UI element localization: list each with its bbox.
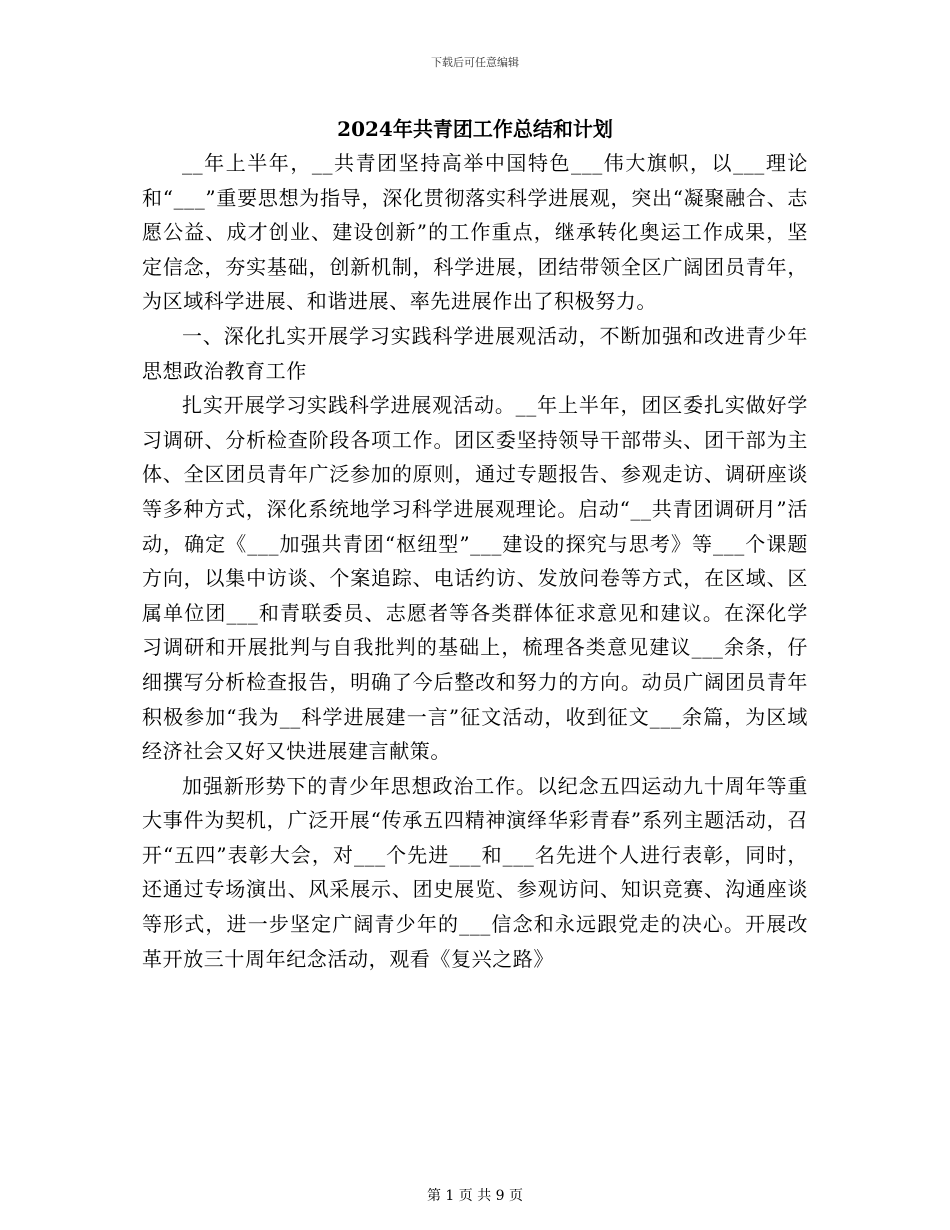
document-title: 2024年共青团工作总结和计划 (337, 117, 613, 141)
paragraph-ideological-work: 加强新形势下的青少年思想政治工作。以纪念五四运动九十周年等重大事件为契机，广泛开展“传承五四精神演绎华彩青春”系列主题活动，召开“五四”表彰大会，对___个先进___和___名先进个人进行表彰，同时，还通过专场演出、风采展示、团史展览、参观访问、知识竞赛、沟通座谈等形式，进一步坚定广阔青少年的___信念和永远跟党走的决心。开展改革开放三十周年纪念活动，观看《复兴之路》 (142, 773, 808, 971)
page-number: 第 1 页 共 9 页 (426, 1188, 524, 1204)
paragraph-study-practice: 扎实开展学习实践科学进展观活动。__年上半年，团区委扎实做好学习调研、分析检查阶段各项工作。团区委坚持领导干部带头、团干部为主体、全区团员青年广泛参加的原则，通过专题报告、参观走访、调研座谈等多种方式，深化系统地学习科学进展观理论。启动“__共青团调研月”活动，确定《___加强共青团“枢纽型”___建设的探究与思考》等___个课题方向，以集中访谈、个案追踪、电话约访、发放问卷等方式，在区域、区属单位团___和青联委员、志愿者等各类群体征求意见和建议。在深化学习调研和开展批判与自我批判的基础上，梳理各类意见建议___余条，仔细撰写分析检查报告，明确了今后整改和努力的方向。动员广阔团员青年积极参加“我为__科学进展建一言”征文活动，收到征文___余篇，为区域经济社会又好又快进展建言献策。 (142, 393, 808, 764)
paragraph-intro: __年上半年，__共青团坚持高举中国特色___伟大旗帜，以___理论和“___”重要思想为指导，深化贯彻落实科学进展观，突出“凝聚融合、志愿公益、成才创业、建设创新”的工作重点，继承转化奥运工作成果，坚定信念，夯实基础，创新机制，科学进展，团结带领全区广阔团员青年，为区域科学进展、和谐进展、率先进展作出了积极努力。 (142, 151, 808, 314)
section-heading-1: 一、深化扎实开展学习实践科学进展观活动，不断加强和改进青少年思想政治教育工作 (142, 323, 808, 383)
header-note: 下载后可任意编辑 (431, 56, 519, 69)
document-body (142, 146, 808, 976)
